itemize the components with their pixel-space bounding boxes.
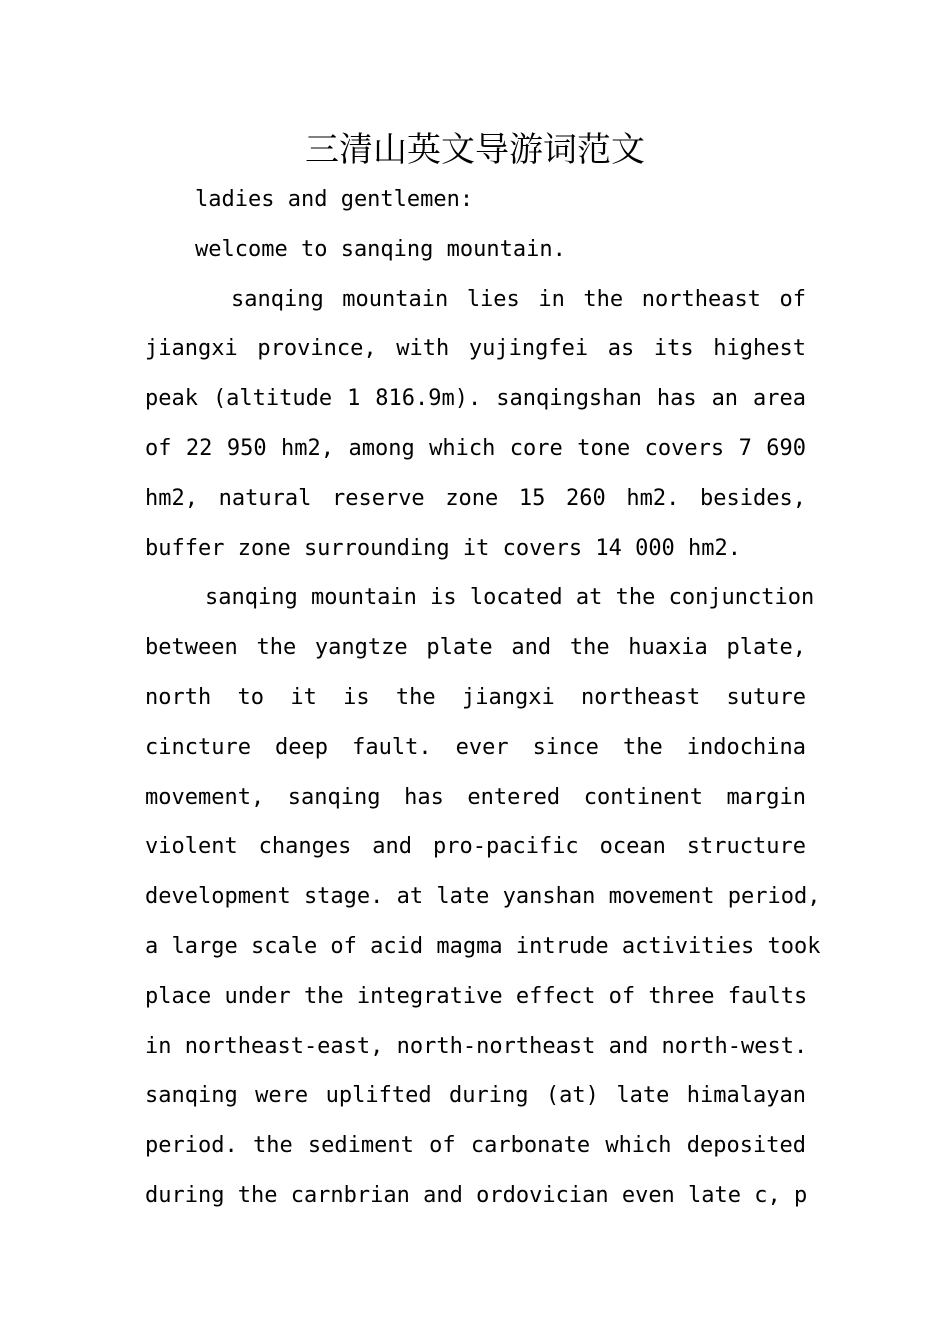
paragraph-line: a large scale of acid magma intrude activities took: [145, 933, 821, 959]
paragraph-line: buffer zone surrounding it covers 14 000 hm2.: [145, 535, 742, 561]
paragraph-line: movement, sanqing has entered continent margin: [145, 784, 806, 810]
paragraph-line: in northeast-east, north-northeast and north-west.: [145, 1033, 808, 1059]
paragraph-line: sanqing were uplifted during (at) late himalayan: [145, 1083, 806, 1109]
greeting-line: ladies and gentlemen:: [195, 187, 474, 212]
paragraph-line: peak (altitude 1 816.9m). sanqingshan has an area: [145, 386, 806, 412]
paragraph-line: of 22 950 hm2, among which core tone covers 7 690: [145, 435, 806, 461]
paragraph-line: violent changes and pro-pacific ocean structure: [145, 834, 806, 860]
welcome-line: welcome to sanqing mountain.: [195, 236, 566, 262]
paragraph-line: place under the integrative effect of three faults: [145, 983, 808, 1009]
document-body: [145, 175, 821, 1221]
document-title: 三清山英文导游词范文: [305, 130, 645, 170]
paragraph-line: period. the sediment of carbonate which deposited: [145, 1133, 806, 1159]
paragraph-line: between the yangtze plate and the huaxia plate,: [145, 635, 806, 661]
paragraph-line: cincture deep fault. ever since the indochina: [145, 734, 806, 760]
paragraph-line: jiangxi province, with yujingfei as its highest: [145, 336, 806, 362]
paragraph-line: hm2, natural reserve zone 15 260 hm2. besides,: [145, 485, 806, 511]
paragraph-line: during the carnbrian and ordovician even late c, p: [145, 1182, 808, 1208]
paragraph-line: sanqing mountain lies in the northeast of: [231, 286, 806, 312]
paragraph-1: [145, 275, 806, 574]
paragraph-2: [145, 573, 821, 1220]
paragraph-line: north to it is the jiangxi northeast suture: [145, 684, 806, 710]
paragraph-line: development stage. at late yanshan movement period,: [145, 884, 821, 910]
paragraph-line: sanqing mountain is located at the conjunction: [205, 585, 815, 611]
